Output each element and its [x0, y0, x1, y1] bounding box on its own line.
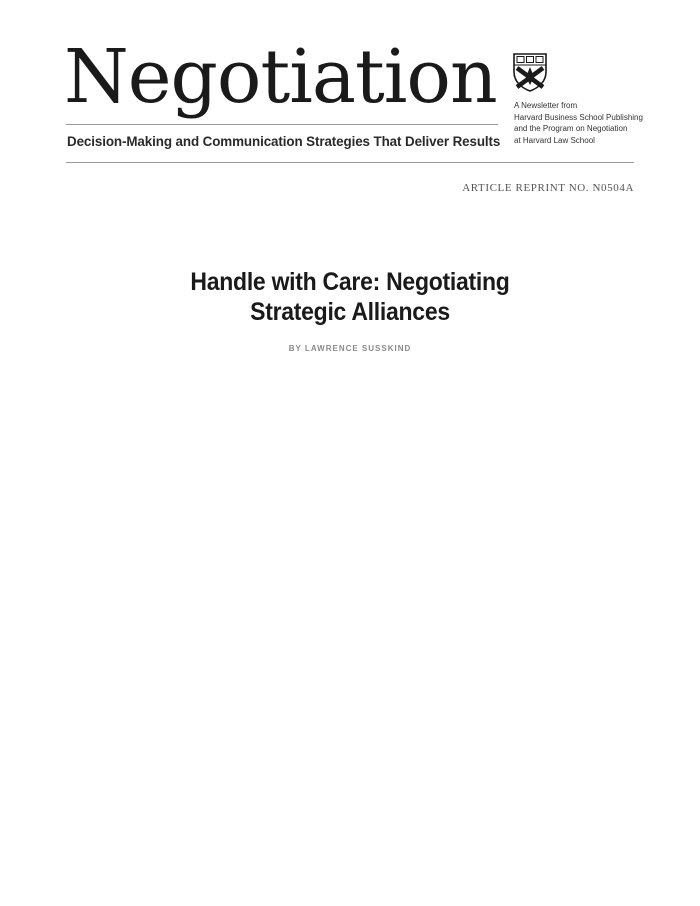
harvard-shield-icon: [512, 52, 548, 92]
article-title-line: Handle with Care: Negotiating: [190, 268, 510, 296]
article-title-line: Strategic Alliances: [250, 298, 450, 326]
masthead-tagline: Decision-Making and Communication Strategies That Deliver Results: [67, 134, 501, 149]
publisher-line: A Newsletter from: [514, 101, 578, 110]
publisher-line: and the Program on Negotiation: [514, 124, 628, 133]
reprint-number: ARTICLE REPRINT NO. N0504A: [462, 182, 634, 194]
article-title: [120, 267, 580, 327]
masthead-title: Negotiation: [64, 34, 497, 120]
publisher-info: [514, 100, 643, 146]
masthead-rule: [66, 124, 498, 125]
header-divider: [66, 162, 634, 163]
publisher-line: at Harvard Law School: [514, 135, 595, 145]
publisher-line: Harvard Business School Publishing: [514, 112, 643, 122]
article-byline: BY LAWRENCE SUSSKIND: [288, 344, 412, 353]
